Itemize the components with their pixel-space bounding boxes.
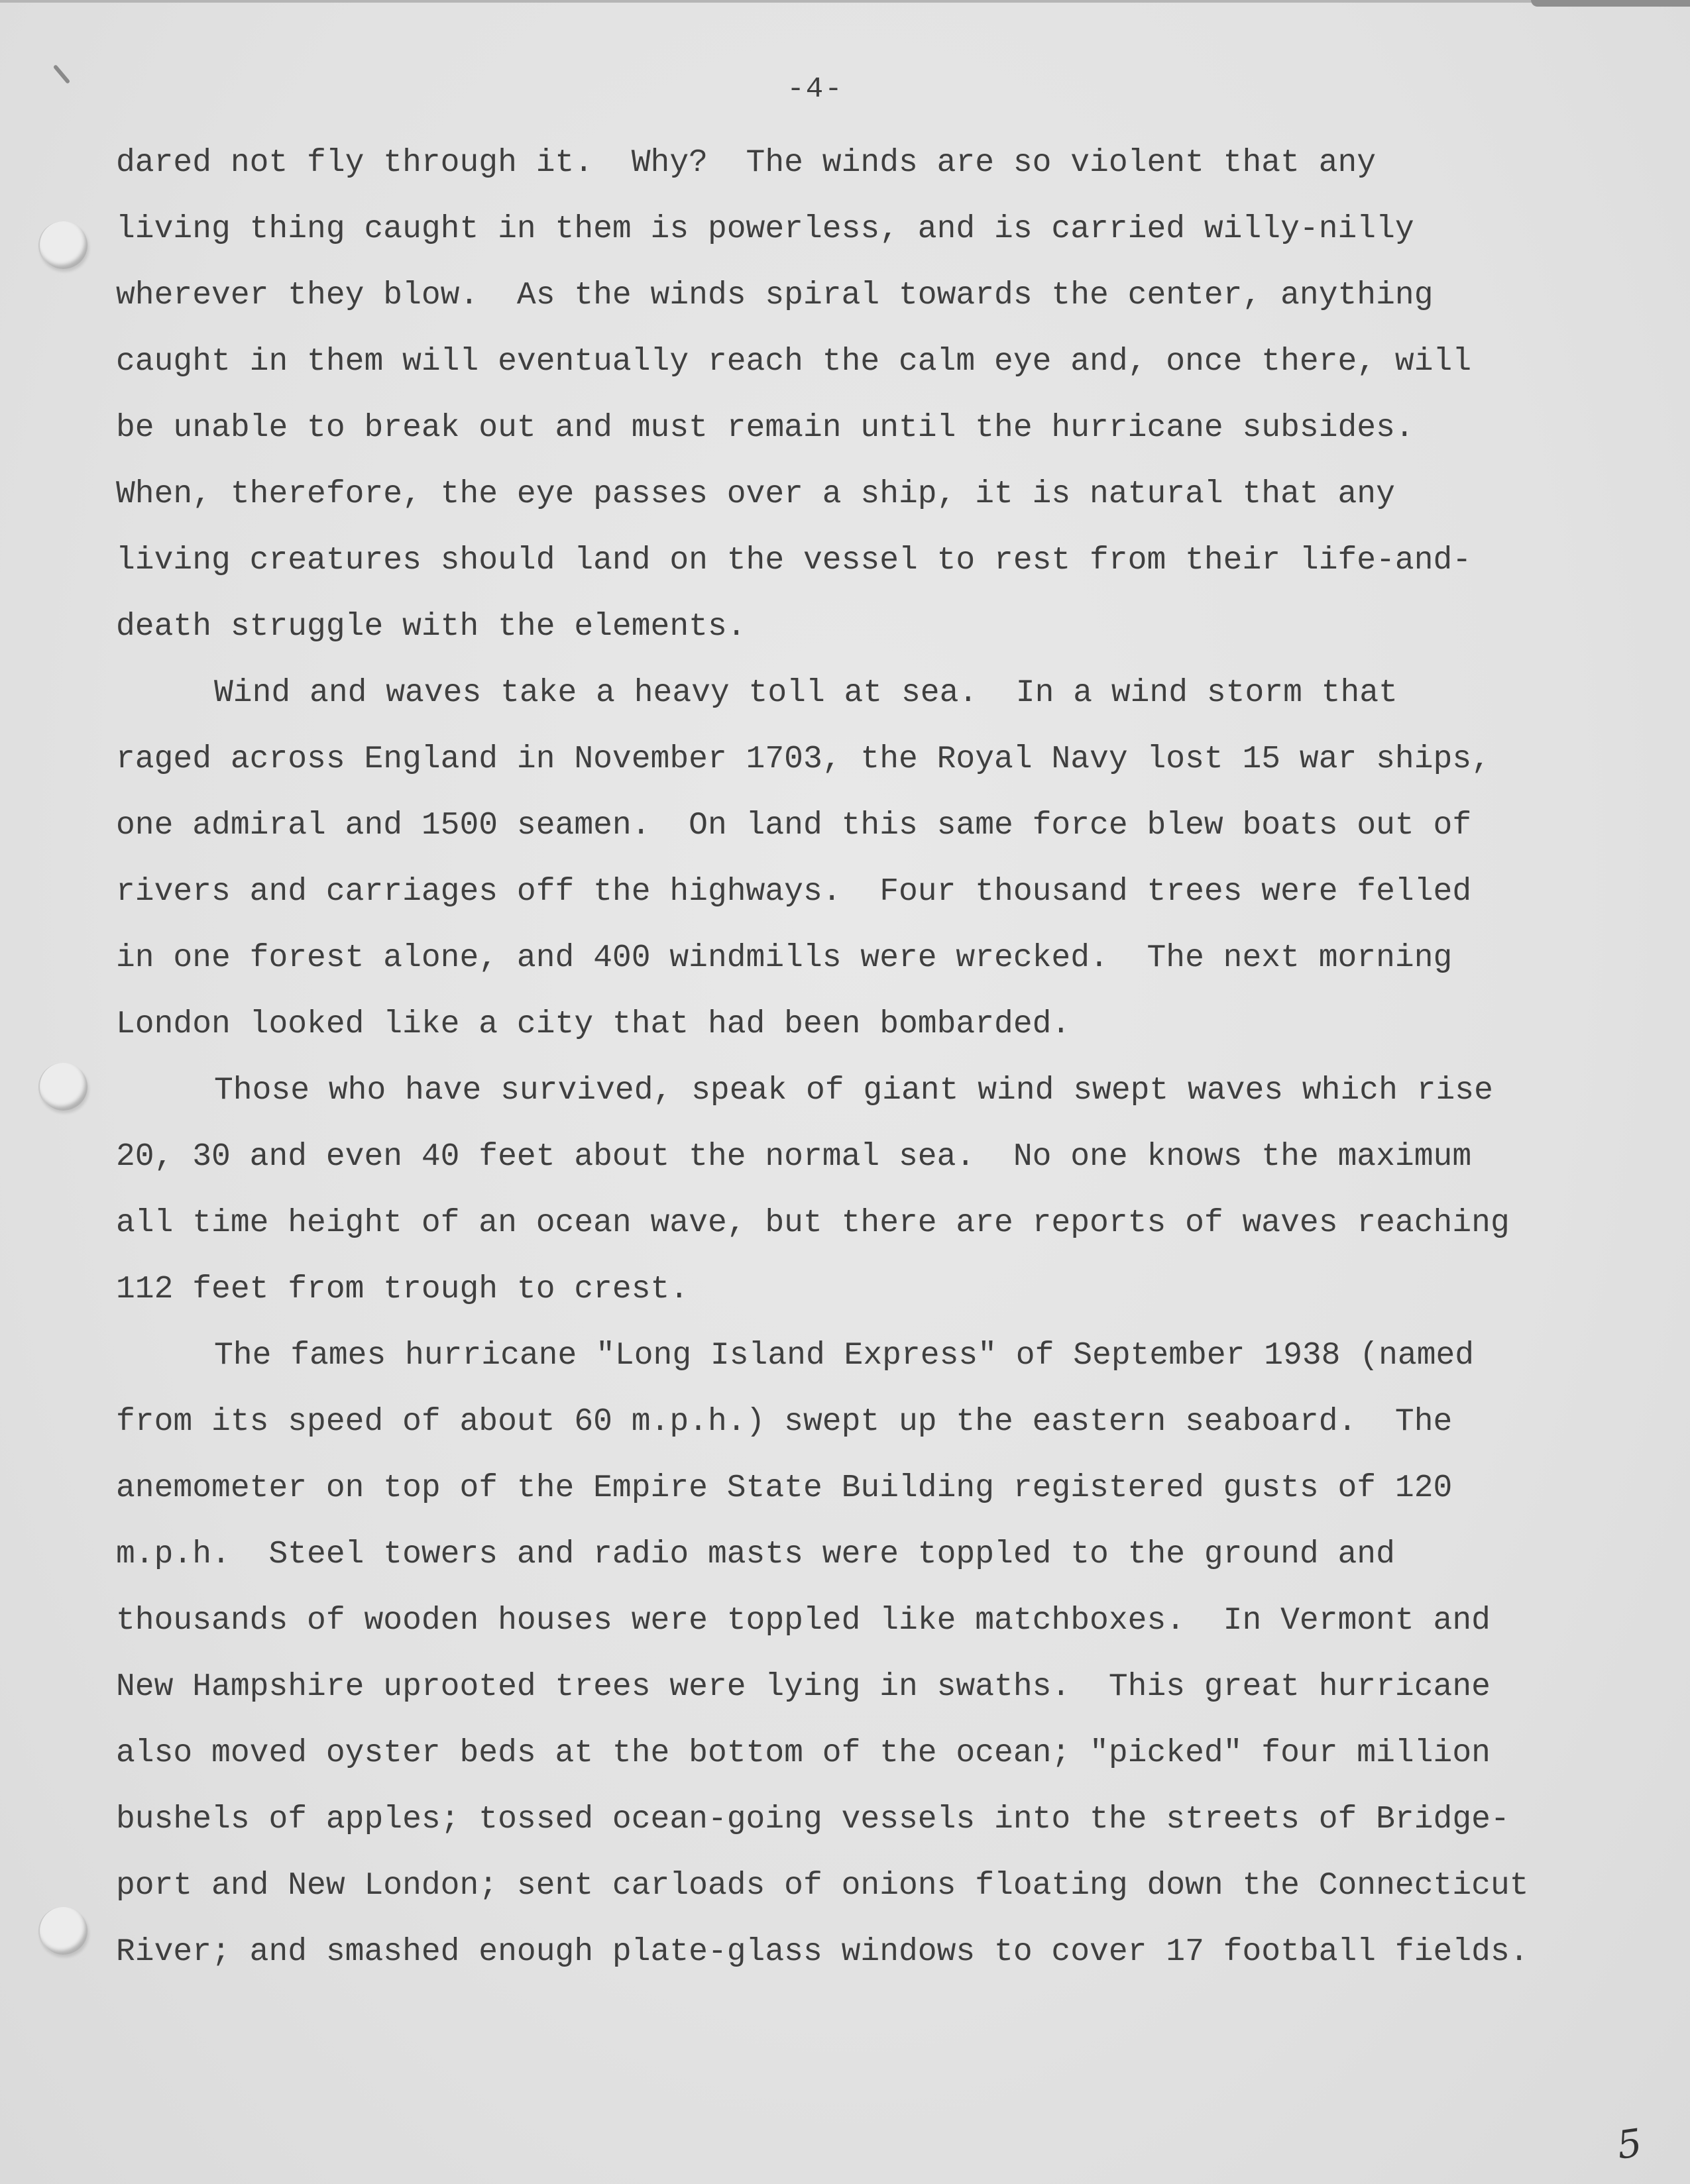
punch-hole-middle [38,1063,87,1111]
punch-hole-bottom [38,1907,87,1955]
text-line: all time height of an ocean wave, but there are reports of waves reaching [116,1205,1510,1241]
pencil-mark [53,64,70,84]
text-line: New Hampshire uprooted trees were lying in swaths. This great hurricane [116,1669,1491,1705]
text-line: River; and smashed enough plate-glass windows to cover 17 football fields. [116,1934,1529,1970]
text-line: London looked like a city that had been bombarded. [116,1007,1071,1042]
text-line: When, therefore, the eye passes over a ship, it is natural that any [116,476,1395,512]
punch-hole-top [38,221,87,269]
paragraph-1 [116,130,1601,660]
paragraph-2 [116,660,1601,1058]
text-line: anemometer on top of the Empire State Building registered gusts of 120 [116,1470,1453,1506]
text-line: port and New London; sent carloads of onions floating down the Connecticut [116,1868,1529,1904]
paragraph-3 [116,1058,1601,1323]
text-line: The fames hurricane "Long Island Express" of September 1938 (named [214,1338,1475,1374]
text-line: living creatures should land on the vessel to rest from their life-and- [116,543,1472,578]
text-line: be unable to break out and must remain until the hurricane subsides. [116,410,1414,446]
text-line: dared not fly through it. Why? The winds are so violent that any [116,145,1377,181]
handwritten-page-number: 5 [1614,2120,1645,2168]
text-line: one admiral and 1500 seamen. On land this same force blew boats out of [116,808,1472,844]
text-line: caught in them will eventually reach the calm eye and, once there, will [116,344,1472,380]
text-line: death struggle with the elements. [116,609,746,645]
text-line: Wind and waves take a heavy toll at sea. In a wind storm that [214,675,1398,711]
text-line: 20, 30 and even 40 feet about the normal sea. No one knows the maximum [116,1139,1472,1175]
body-text [116,130,1601,1985]
text-line: living thing caught in them is powerless, and is carried willy-nilly [116,211,1414,247]
text-line: rivers and carriages off the highways. Four thousand trees were felled [116,874,1472,910]
text-line: 112 feet from trough to crest. [116,1272,689,1307]
text-line: in one forest alone, and 400 windmills were wrecked. The next morning [116,940,1453,976]
paper-top-edge [0,0,1690,3]
text-line: thousands of wooden houses were toppled like matchboxes. In Vermont and [116,1603,1491,1639]
text-line: from its speed of about 60 m.p.h.) swept up the eastern seaboard. The [116,1404,1453,1440]
text-line: raged across England in November 1703, the Royal Navy lost 15 war ships, [116,741,1491,777]
text-line: also moved oyster beds at the bottom of the ocean; "picked" four million [116,1735,1491,1771]
text-line: bushels of apples; tossed ocean-going vessels into the streets of Bridge- [116,1802,1510,1837]
text-line: m.p.h. Steel towers and radio masts were toppled to the ground and [116,1537,1395,1572]
paragraph-4 [116,1323,1601,1985]
text-line: wherever they blow. As the winds spiral towards the center, anything [116,278,1434,313]
page-number: -4- [787,73,844,106]
text-line: Those who have survived, speak of giant wind swept waves which rise [214,1073,1493,1109]
paper-corner-shadow [1531,0,1690,7]
